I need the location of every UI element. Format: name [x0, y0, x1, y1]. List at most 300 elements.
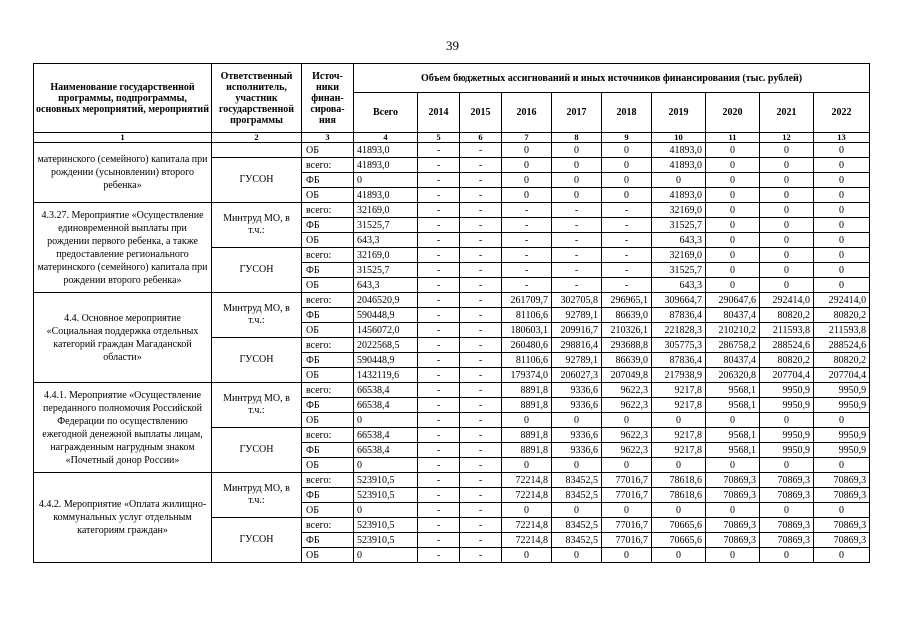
source-cell: ФБ	[302, 488, 354, 503]
value-cell: -	[552, 248, 602, 263]
source-cell: ОБ	[302, 143, 354, 158]
value-cell: -	[418, 233, 460, 248]
column-number: 7	[502, 133, 552, 143]
header-col-2015: 2015	[460, 93, 502, 133]
value-cell: 292414,0	[760, 293, 814, 308]
executor-cell: ГУСОН	[212, 338, 302, 383]
value-cell: 0	[814, 413, 870, 428]
value-cell: 77016,7	[602, 533, 652, 548]
value-cell: 210210,2	[706, 323, 760, 338]
value-cell: -	[460, 443, 502, 458]
value-cell: -	[602, 203, 652, 218]
value-cell: 523910,5	[354, 533, 418, 548]
value-cell: 643,3	[652, 233, 706, 248]
source-cell: всего:	[302, 293, 354, 308]
value-cell: 80820,2	[814, 353, 870, 368]
value-cell: 66538,4	[354, 443, 418, 458]
value-cell: -	[460, 233, 502, 248]
value-cell: -	[418, 383, 460, 398]
value-cell: 70665,6	[652, 533, 706, 548]
value-cell: -	[460, 413, 502, 428]
value-cell: -	[552, 203, 602, 218]
value-cell: 77016,7	[602, 473, 652, 488]
value-cell: -	[502, 263, 552, 278]
value-cell: 32169,0	[652, 203, 706, 218]
program-name-cell: материнского (семейного) капитала при рождении (усыновлении) второго ребенка»	[34, 143, 212, 203]
header-executor: Ответственный исполнитель, участник государственной программы	[212, 64, 302, 133]
value-cell: 296965,1	[602, 293, 652, 308]
header-col-2018: 2018	[602, 93, 652, 133]
value-cell: 0	[814, 173, 870, 188]
value-cell: -	[502, 233, 552, 248]
value-cell: 0	[602, 173, 652, 188]
value-cell: 8891,8	[502, 398, 552, 413]
value-cell: -	[418, 353, 460, 368]
value-cell: 8891,8	[502, 383, 552, 398]
value-cell: 9950,9	[814, 383, 870, 398]
value-cell: -	[418, 158, 460, 173]
value-cell: -	[418, 248, 460, 263]
value-cell: 0	[706, 413, 760, 428]
value-cell: -	[502, 248, 552, 263]
value-cell: 66538,4	[354, 428, 418, 443]
value-cell: -	[418, 458, 460, 473]
executor-cell: Минтруд МО, в т.ч.:	[212, 203, 302, 248]
source-cell: ФБ	[302, 398, 354, 413]
value-cell: -	[418, 293, 460, 308]
value-cell: 0	[552, 458, 602, 473]
column-number: 3	[302, 133, 354, 143]
value-cell: -	[460, 428, 502, 443]
value-cell: -	[602, 233, 652, 248]
value-cell: 0	[814, 143, 870, 158]
value-cell: -	[418, 338, 460, 353]
value-cell: -	[602, 248, 652, 263]
value-cell: 8891,8	[502, 443, 552, 458]
source-cell: ОБ	[302, 323, 354, 338]
header-col-2020: 2020	[706, 93, 760, 133]
value-cell: -	[460, 323, 502, 338]
value-cell: -	[418, 218, 460, 233]
value-cell: 0	[760, 503, 814, 518]
value-cell: 0	[760, 188, 814, 203]
value-cell: 92789,1	[552, 308, 602, 323]
column-number: 9	[602, 133, 652, 143]
value-cell: 0	[354, 548, 418, 563]
executor-cell: ГУСОН	[212, 248, 302, 293]
value-cell: 0	[502, 548, 552, 563]
value-cell: -	[460, 188, 502, 203]
value-cell: -	[418, 518, 460, 533]
value-cell: -	[460, 518, 502, 533]
value-cell: -	[460, 548, 502, 563]
table-row	[34, 473, 870, 488]
source-cell: ОБ	[302, 548, 354, 563]
value-cell: 9217,8	[652, 383, 706, 398]
value-cell: 70869,3	[760, 518, 814, 533]
value-cell: 0	[706, 203, 760, 218]
value-cell: 31525,7	[652, 218, 706, 233]
executor-cell: ГУСОН	[212, 428, 302, 473]
value-cell: 0	[814, 218, 870, 233]
value-cell: -	[552, 233, 602, 248]
value-cell: 0	[760, 413, 814, 428]
value-cell: 70869,3	[706, 488, 760, 503]
value-cell: 70869,3	[706, 473, 760, 488]
value-cell: 0	[706, 188, 760, 203]
value-cell: -	[460, 263, 502, 278]
value-cell: 261709,7	[502, 293, 552, 308]
column-number-row	[34, 133, 870, 143]
value-cell: 0	[354, 458, 418, 473]
value-cell: 0	[652, 413, 706, 428]
value-cell: 9622,3	[602, 443, 652, 458]
source-cell: ОБ	[302, 368, 354, 383]
source-cell: ОБ	[302, 278, 354, 293]
value-cell: 0	[354, 503, 418, 518]
value-cell: -	[460, 218, 502, 233]
value-cell: 9950,9	[760, 443, 814, 458]
value-cell: 0	[652, 173, 706, 188]
value-cell: -	[502, 203, 552, 218]
executor-cell: Минтруд МО, в т.ч.:	[212, 473, 302, 518]
value-cell: 0	[602, 188, 652, 203]
column-number: 12	[760, 133, 814, 143]
value-cell: 80437,4	[706, 308, 760, 323]
value-cell: 87836,4	[652, 308, 706, 323]
header-source: Источ-ники финан-сирова-ния	[302, 64, 354, 133]
value-cell: 9568,1	[706, 428, 760, 443]
value-cell: 643,3	[354, 233, 418, 248]
value-cell: 292414,0	[814, 293, 870, 308]
source-cell: всего:	[302, 158, 354, 173]
value-cell: 72214,8	[502, 473, 552, 488]
program-name-cell: 4.4.2. Мероприятие «Оплата жилищно-коммунальных услуг отдельным категориям граждан»	[34, 473, 212, 563]
value-cell: 0	[602, 458, 652, 473]
value-cell: 0	[814, 158, 870, 173]
executor-cell: Минтруд МО, в т.ч.:	[212, 293, 302, 338]
value-cell: 80820,2	[760, 308, 814, 323]
value-cell: 9217,8	[652, 443, 706, 458]
value-cell: 83452,5	[552, 473, 602, 488]
value-cell: 221828,3	[652, 323, 706, 338]
value-cell: 0	[706, 233, 760, 248]
value-cell: 302705,8	[552, 293, 602, 308]
value-cell: 31525,7	[354, 263, 418, 278]
value-cell: 80820,2	[760, 353, 814, 368]
value-cell: 0	[652, 548, 706, 563]
value-cell: 0	[552, 173, 602, 188]
column-number: 4	[354, 133, 418, 143]
column-number: 8	[552, 133, 602, 143]
value-cell: 0	[502, 458, 552, 473]
value-cell: 2022568,5	[354, 338, 418, 353]
value-cell: 0	[760, 458, 814, 473]
value-cell: 32169,0	[652, 248, 706, 263]
source-cell: всего:	[302, 248, 354, 263]
source-cell: ОБ	[302, 233, 354, 248]
value-cell: 87836,4	[652, 353, 706, 368]
value-cell: 66538,4	[354, 398, 418, 413]
value-cell: 0	[602, 158, 652, 173]
value-cell: 9622,3	[602, 383, 652, 398]
value-cell: 0	[760, 548, 814, 563]
value-cell: 286758,2	[706, 338, 760, 353]
value-cell: -	[418, 443, 460, 458]
value-cell: 288524,6	[814, 338, 870, 353]
value-cell: 298816,4	[552, 338, 602, 353]
value-cell: 0	[760, 158, 814, 173]
value-cell: 9568,1	[706, 443, 760, 458]
value-cell: 9950,9	[814, 443, 870, 458]
value-cell: 0	[502, 143, 552, 158]
value-cell: 77016,7	[602, 488, 652, 503]
value-cell: -	[552, 263, 602, 278]
value-cell: -	[418, 263, 460, 278]
value-cell: 9950,9	[814, 428, 870, 443]
value-cell: 0	[652, 503, 706, 518]
value-cell: 0	[814, 263, 870, 278]
value-cell: -	[418, 278, 460, 293]
value-cell: -	[460, 383, 502, 398]
value-cell: -	[418, 188, 460, 203]
value-cell: -	[460, 308, 502, 323]
value-cell: 72214,8	[502, 518, 552, 533]
value-cell: 9568,1	[706, 383, 760, 398]
value-cell: -	[418, 533, 460, 548]
budget-table	[33, 63, 870, 563]
source-cell: ФБ	[302, 263, 354, 278]
column-number: 2	[212, 133, 302, 143]
value-cell: 0	[706, 143, 760, 158]
value-cell: 207704,4	[760, 368, 814, 383]
value-cell: 0	[760, 278, 814, 293]
header-col-2021: 2021	[760, 93, 814, 133]
value-cell: 309664,7	[652, 293, 706, 308]
value-cell: 70869,3	[760, 533, 814, 548]
value-cell: 0	[760, 203, 814, 218]
value-cell: 0	[602, 413, 652, 428]
source-cell: ФБ	[302, 443, 354, 458]
page-number: 39	[446, 38, 459, 53]
executor-cell	[212, 143, 302, 158]
column-number: 6	[460, 133, 502, 143]
value-cell: 211593,8	[814, 323, 870, 338]
value-cell: -	[418, 503, 460, 518]
table-row	[34, 383, 870, 398]
value-cell: 260480,6	[502, 338, 552, 353]
value-cell: 32169,0	[354, 203, 418, 218]
value-cell: 41893,0	[652, 158, 706, 173]
value-cell: -	[460, 278, 502, 293]
value-cell: 0	[552, 503, 602, 518]
value-cell: 81106,6	[502, 353, 552, 368]
value-cell: 0	[706, 278, 760, 293]
value-cell: 0	[706, 248, 760, 263]
executor-cell: ГУСОН	[212, 158, 302, 203]
value-cell: 92789,1	[552, 353, 602, 368]
value-cell: 31525,7	[354, 218, 418, 233]
value-cell: 0	[760, 173, 814, 188]
executor-cell: Минтруд МО, в т.ч.:	[212, 383, 302, 428]
value-cell: 70869,3	[760, 488, 814, 503]
value-cell: 0	[814, 233, 870, 248]
header-volume: Объем бюджетных ассигнований и иных источников финансирования (тыс. рублей)	[354, 64, 870, 93]
value-cell: 9336,6	[552, 383, 602, 398]
value-cell: 0	[552, 413, 602, 428]
value-cell: 0	[760, 218, 814, 233]
value-cell: 0	[760, 248, 814, 263]
value-cell: -	[460, 203, 502, 218]
source-cell: всего:	[302, 518, 354, 533]
value-cell: 0	[354, 173, 418, 188]
value-cell: 0	[706, 503, 760, 518]
value-cell: 0	[706, 263, 760, 278]
value-cell: -	[418, 548, 460, 563]
source-cell: всего:	[302, 473, 354, 488]
value-cell: 210326,1	[602, 323, 652, 338]
value-cell: 643,3	[652, 278, 706, 293]
value-cell: 643,3	[354, 278, 418, 293]
value-cell: 41893,0	[354, 188, 418, 203]
value-cell: 83452,5	[552, 488, 602, 503]
value-cell: 83452,5	[552, 533, 602, 548]
value-cell: 0	[502, 188, 552, 203]
value-cell: -	[460, 503, 502, 518]
value-cell: 72214,8	[502, 488, 552, 503]
value-cell: -	[418, 323, 460, 338]
value-cell: 70869,3	[706, 518, 760, 533]
value-cell: 0	[814, 278, 870, 293]
source-cell: всего:	[302, 203, 354, 218]
value-cell: 0	[652, 458, 706, 473]
value-cell: 0	[602, 503, 652, 518]
header-col-2016: 2016	[502, 93, 552, 133]
value-cell: -	[460, 458, 502, 473]
value-cell: 9950,9	[760, 428, 814, 443]
value-cell: 305775,3	[652, 338, 706, 353]
value-cell: 0	[814, 503, 870, 518]
value-cell: 86639,0	[602, 353, 652, 368]
value-cell: -	[602, 218, 652, 233]
header-col-2014: 2014	[418, 93, 460, 133]
value-cell: 32169,0	[354, 248, 418, 263]
value-cell: -	[460, 488, 502, 503]
value-cell: 9336,6	[552, 428, 602, 443]
source-cell: ФБ	[302, 533, 354, 548]
column-number: 5	[418, 133, 460, 143]
value-cell: 0	[706, 218, 760, 233]
value-cell: 179374,0	[502, 368, 552, 383]
value-cell: 83452,5	[552, 518, 602, 533]
header-name: Наименование государственной программы, подпрограммы, основных мероприятий, мероприятий	[34, 64, 212, 133]
value-cell: -	[418, 308, 460, 323]
value-cell: -	[418, 203, 460, 218]
value-cell: 9622,3	[602, 428, 652, 443]
value-cell: 0	[814, 548, 870, 563]
value-cell: 41893,0	[354, 158, 418, 173]
value-cell: 0	[502, 503, 552, 518]
header-col-2019: 2019	[652, 93, 706, 133]
value-cell: 41893,0	[354, 143, 418, 158]
value-cell: 523910,5	[354, 488, 418, 503]
program-name-cell: 4.4.1. Мероприятие «Осуществление переданного полномочия Российской Федерации по осуществлению ежегодной денежной выплаты лицам, награжденным нагрудным знаком «Почетный донор России»	[34, 383, 212, 473]
value-cell: -	[460, 158, 502, 173]
value-cell: 70869,3	[706, 533, 760, 548]
source-cell: ФБ	[302, 218, 354, 233]
value-cell: 31525,7	[652, 263, 706, 278]
value-cell: 78618,6	[652, 473, 706, 488]
value-cell: -	[460, 248, 502, 263]
value-cell: -	[460, 338, 502, 353]
value-cell: 206320,8	[706, 368, 760, 383]
value-cell: 207704,4	[814, 368, 870, 383]
source-cell: ФБ	[302, 173, 354, 188]
value-cell: -	[418, 413, 460, 428]
value-cell: 211593,8	[760, 323, 814, 338]
source-cell: ОБ	[302, 503, 354, 518]
value-cell: 9950,9	[760, 398, 814, 413]
value-cell: 0	[502, 173, 552, 188]
value-cell: 0	[814, 188, 870, 203]
value-cell: 0	[706, 548, 760, 563]
value-cell: -	[418, 398, 460, 413]
value-cell: -	[460, 293, 502, 308]
source-cell: ОБ	[302, 188, 354, 203]
value-cell: 0	[760, 233, 814, 248]
value-cell: 0	[760, 263, 814, 278]
value-cell: -	[552, 278, 602, 293]
value-cell: 0	[602, 548, 652, 563]
value-cell: 1432119,6	[354, 368, 418, 383]
value-cell: 0	[706, 458, 760, 473]
column-number: 13	[814, 133, 870, 143]
value-cell: -	[502, 278, 552, 293]
value-cell: 0	[602, 143, 652, 158]
value-cell: 290647,6	[706, 293, 760, 308]
value-cell: 66538,4	[354, 383, 418, 398]
value-cell: 0	[552, 548, 602, 563]
value-cell: 0	[552, 188, 602, 203]
value-cell: 209916,7	[552, 323, 602, 338]
value-cell: 70869,3	[814, 533, 870, 548]
value-cell: 0	[814, 458, 870, 473]
value-cell: 9568,1	[706, 398, 760, 413]
source-cell: всего:	[302, 383, 354, 398]
value-cell: 86639,0	[602, 308, 652, 323]
value-cell: -	[460, 398, 502, 413]
value-cell: 9950,9	[760, 383, 814, 398]
value-cell: 78618,6	[652, 488, 706, 503]
source-cell: всего:	[302, 428, 354, 443]
value-cell: 77016,7	[602, 518, 652, 533]
value-cell: -	[460, 143, 502, 158]
value-cell: 207049,8	[602, 368, 652, 383]
value-cell: -	[460, 368, 502, 383]
value-cell: 9950,9	[814, 398, 870, 413]
value-cell: 70869,3	[814, 473, 870, 488]
value-cell: 72214,8	[502, 533, 552, 548]
value-cell: -	[460, 473, 502, 488]
source-cell: ФБ	[302, 308, 354, 323]
value-cell: 523910,5	[354, 518, 418, 533]
table-row	[34, 203, 870, 218]
value-cell: 41893,0	[652, 143, 706, 158]
value-cell: -	[602, 263, 652, 278]
value-cell: -	[418, 488, 460, 503]
value-cell: -	[552, 218, 602, 233]
value-cell: 9336,6	[552, 443, 602, 458]
